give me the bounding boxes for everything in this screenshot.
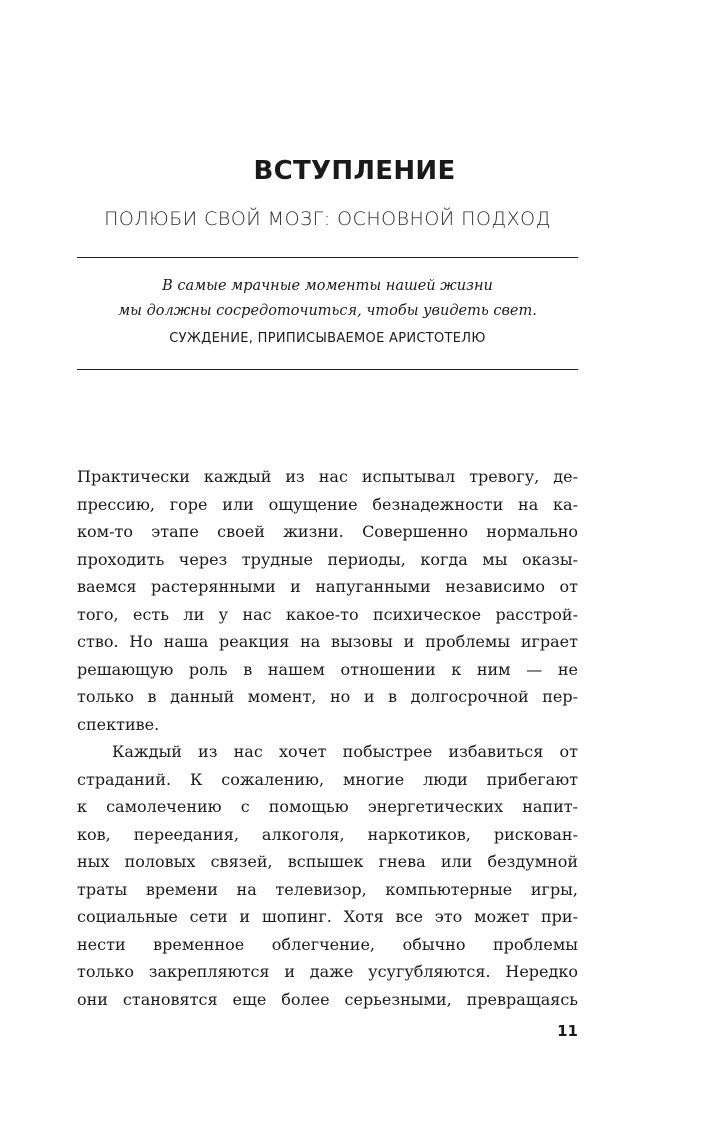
text-line: траты времени на телевизор, компьютерные игры, xyxy=(77,879,578,899)
text-line: к самолечению с помощью энергетических напит- xyxy=(77,797,578,816)
epigraph-line: мы должны сосредоточиться, чтобы увидеть свет. xyxy=(118,303,537,319)
epigraph-line: В самые мрачные моменты нашей жизни xyxy=(162,278,493,294)
text-line: ных половых связей, вспышек гнева или бездумной xyxy=(77,852,578,871)
text-line: страданий. К сожалению, многие люди прибегают xyxy=(77,769,578,789)
text-line: ваемся растерянными и напуганными независимо от xyxy=(77,577,578,596)
text-line: Практически каждый из нас испытывал тревогу, де- xyxy=(77,467,578,486)
text-line: социальные сети и шопинг. Хотя все это может при- xyxy=(77,907,578,926)
text-line: спективе. xyxy=(77,714,160,734)
text-line: ков, переедания, алкоголя, наркотиков, рискован- xyxy=(77,824,578,844)
paragraph xyxy=(77,738,578,1013)
epigraph-attribution: СУЖДЕНИЕ, ПРИПИСЫВАЕМОЕ АРИСТОТЕЛЮ xyxy=(169,331,486,346)
text-line: только закрепляются и даже усугубляются. Нередко xyxy=(77,962,578,981)
text-line: только в данный момент, но и в долгосрочной пер- xyxy=(77,687,578,706)
text-line: нести временное облегчение, обычно проблемы xyxy=(77,934,578,954)
chapter-subtitle: ПОЛЮБИ СВОЙ МОЗГ: ОСНОВНОЙ ПОДХОД xyxy=(104,208,551,230)
text-line: прессию, горе или ощущение безнадежности на ка- xyxy=(77,494,578,514)
chapter-title: ВСТУПЛЕНИЕ xyxy=(253,156,456,186)
epigraph-bottom-rule xyxy=(77,369,578,370)
body-text xyxy=(77,463,578,1013)
text-line: они становятся еще более серьезными, превращаясь xyxy=(77,989,578,1009)
text-line: ком-то этапе своей жизни. Совершенно нормально xyxy=(77,522,578,541)
text-line: того, есть ли у нас какое-то психическое расстрой- xyxy=(77,604,578,624)
epigraph xyxy=(77,274,578,324)
page-number: 11 xyxy=(557,1022,578,1040)
text-line: решающую роль в нашем отношении к ним — не xyxy=(77,659,578,679)
epigraph-top-rule xyxy=(77,257,578,258)
text-line: проходить через трудные периоды, когда мы оказы- xyxy=(77,549,578,569)
text-line: ство. Но наша реакция на вызовы и проблемы играет xyxy=(77,632,578,651)
text-line: Каждый из нас хочет побыстрее избавиться от xyxy=(112,742,578,761)
paragraph xyxy=(77,463,578,738)
